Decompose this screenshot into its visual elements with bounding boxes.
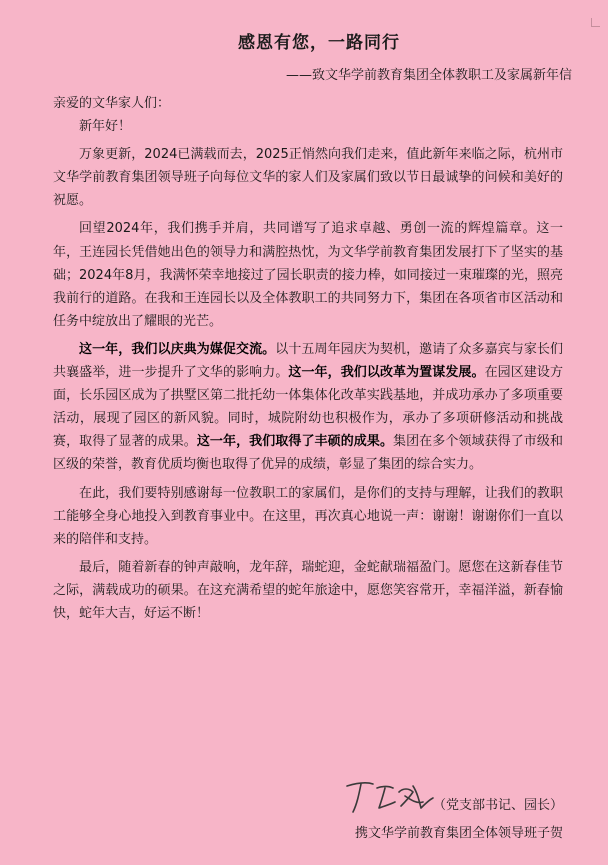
sign-off: 携文华学前教育集团全体领导班子贺 — [354, 826, 563, 841]
handwritten-signature — [343, 778, 438, 818]
paragraph-4: 在此，我们要特别感谢每一位教职工的家属们，是你们的支持与理解，让我们的教职工能够全身心地投入到教育事业中。在这里，再次真心地说一声：谢谢！谢谢你们一直以来的陪伴和支持。 — [53, 485, 563, 547]
paragraph-3-text-3: 集团在多个领域获得了市级和区级的荣誉，教育优质均衡也取得了优异的成绩，彰显了集团的综合实力。 — [53, 434, 563, 473]
highlight-achievement: 这一年，我们取得了丰硕的成果。 — [196, 434, 394, 450]
highlight-celebration: 这一年，我们以庆典为媒促交流。 — [79, 341, 276, 357]
highlight-reform: 这一年，我们以改革为置谋发展。 — [288, 365, 485, 381]
paragraph-2: 回望2024年，我们携手并肩，共同谱写了追求卓越、勇创一流的辉煌篇章。这一年，王连园长凭借她出色的领导力和满腔热忱，为文华学前教育集团发展打下了坚实的基础；2024年8月，我满怀荣幸地接过了园长职责的接力棒，如同接过一束璀璨的光，照亮我前行的道路。在我和王连园长以及全体教职工的共同努力下，集团在各项省市区活动和任务中绽放出了耀眼的光芒。 — [53, 221, 563, 329]
letter-title: 感恩有您，一路同行 — [238, 33, 400, 53]
letter-subtitle: ——致文华学前教育集团全体教职工及家属新年信 — [285, 68, 572, 83]
salutation: 亲爱的文华家人们： — [53, 96, 171, 111]
letter-body — [53, 92, 563, 630]
greeting: 新年好！ — [79, 119, 132, 135]
paragraph-3-text-1: 以十五周年园庆为契机，邀请了众多嘉宾与家长们共襄盛举，进一步提升了文华的影响力。 — [53, 341, 563, 381]
paragraph-1: 万象更新，2024已满载而去，2025正悄然向我们走来，值此新年来临之际，杭州市文华学前教育集团领导班子向每位文华的家人们及家属们致以节日最诚挚的问候和美好的祝愿。 — [53, 147, 563, 209]
signer-role: （党支部书记、园长） — [432, 798, 563, 813]
corner-mark — [591, 18, 600, 27]
signature-block — [323, 778, 563, 841]
paragraph-3-text-2: 在园区建设方面，长乐园区成为了拱墅区第二批托幼一体集体化改革实践基地，并成功承办了多项重要活动，展现了园区的新风貌。同时，城院附幼也积极作为，承办了多项研修活动和挑战赛，取得了显著的成果。 — [53, 365, 563, 450]
paragraph-3 — [53, 338, 563, 477]
paragraph-5: 最后，随着新春的钟声敲响，龙年辞，瑞蛇迎，金蛇献瑞福盈门。愿您在这新春佳节之际，满载成功的硕果。在这充满希望的蛇年旅途中，愿您笑容常开，幸福洋溢，新春愉快，蛇年大吉，好运不断！ — [53, 559, 563, 621]
